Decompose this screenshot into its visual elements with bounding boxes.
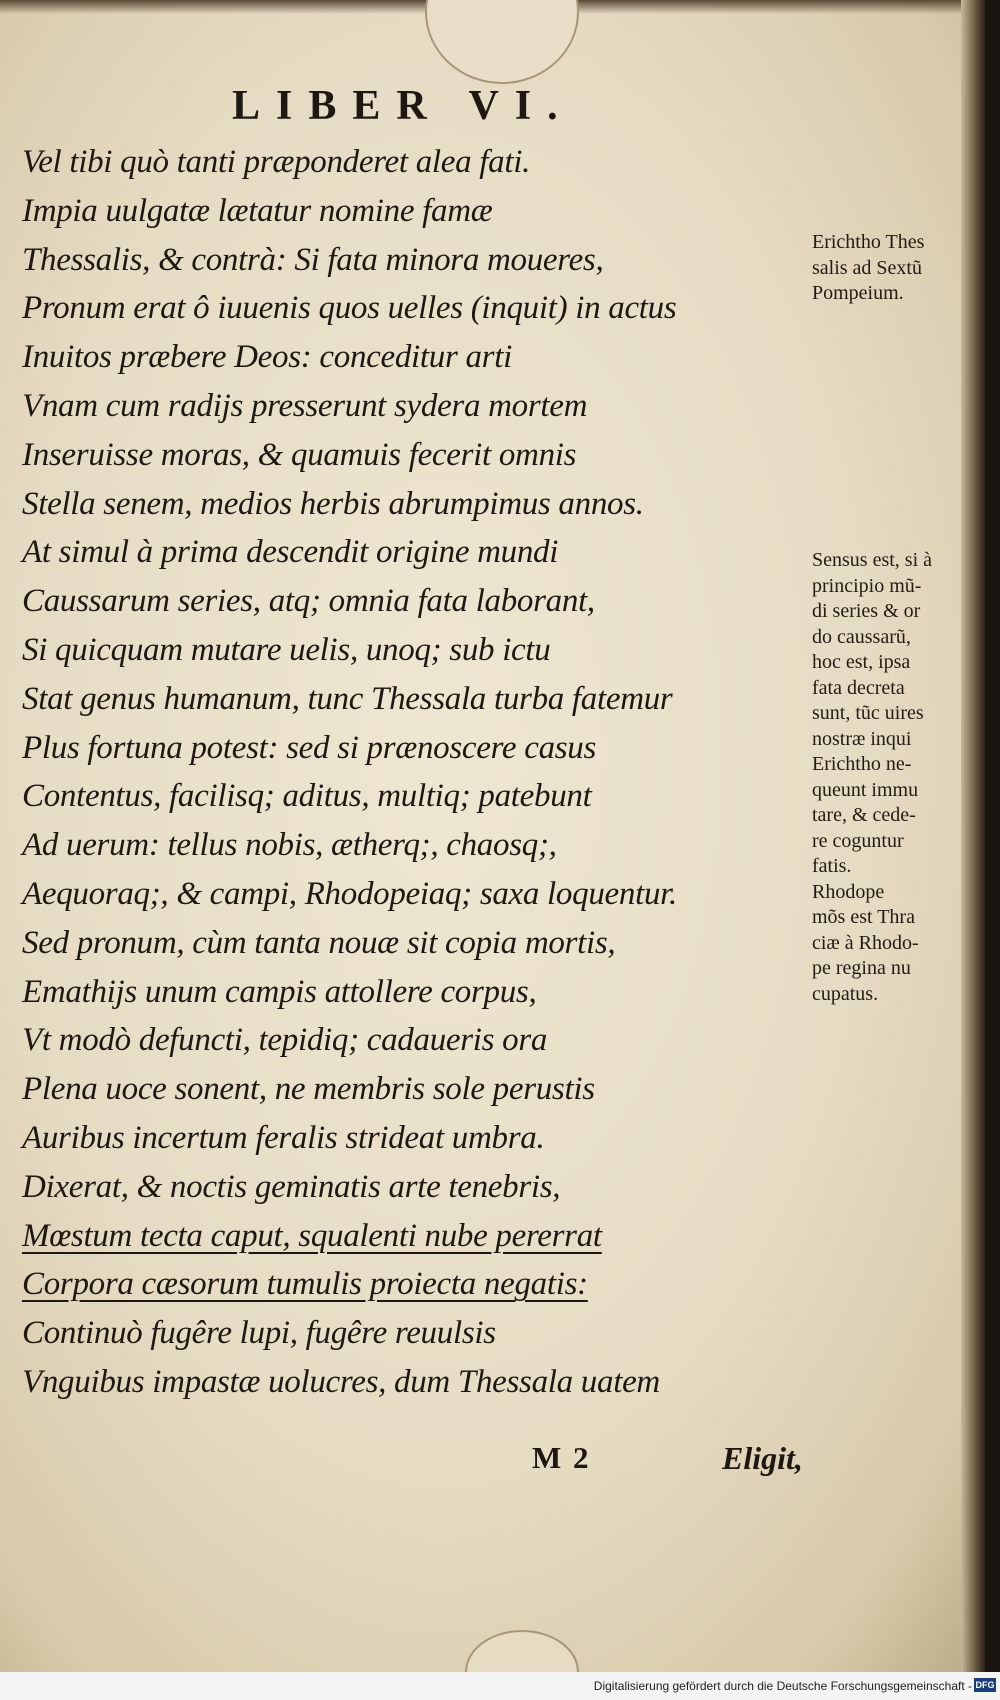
verse-line: Sed pronum, cùm tanta nouæ sit copia mortis,: [22, 924, 616, 961]
verse-line: Contentus, facilisq; aditus, multiq; patebunt: [22, 778, 592, 815]
verse-line: Inuitos præbere Deos: conceditur arti: [22, 339, 512, 376]
margin-note-line: do caussarũ,: [812, 625, 911, 648]
verse-line: Caussarum series, atq; omnia fata laborant,: [22, 583, 595, 620]
verse-line: Plus fortuna potest: sed si prænoscere casus: [22, 729, 597, 766]
margin-note-line: mõs est Thra: [812, 906, 915, 928]
footer-credit: Digitalisierung gefördert durch die Deutsche Forschungsgemeinschaft -: [593, 1679, 972, 1693]
margin-note-line: cupatus.: [812, 982, 879, 1005]
margin-note-line: nostræ inqui: [812, 727, 912, 750]
margin-note-line: Sensus est, si à: [812, 549, 932, 571]
verse-line: Vel tibi quò tanti præponderet alea fati.: [22, 144, 531, 180]
margin-note-sensus: [812, 548, 982, 1007]
verse-line: Aequoraq;, & campi, Rhodopeiaq; saxa loquentur.: [22, 875, 677, 912]
margin-note-line: tare, & cede-: [812, 804, 916, 826]
verse-line: Auribus incertum feralis strideat umbra.: [22, 1119, 545, 1156]
verse-line: Vnguibus impastæ uolucres, dum Thessala uatem: [22, 1363, 660, 1400]
margin-note-erichtho: [812, 230, 982, 307]
verse-line: Emathijs unum campis attollere corpus,: [22, 973, 537, 1010]
margin-note-line: Erichtho ne-: [812, 753, 912, 775]
verse-line: Pronum erat ô iuuenis quos uelles (inquit) in actus: [22, 290, 677, 327]
margin-note-line: pe regina nu: [812, 957, 911, 979]
page-tear-top: [425, 0, 579, 84]
margin-note-line: sunt, tũc uires: [812, 702, 924, 724]
margin-note-line: principio mũ-: [812, 574, 922, 597]
verse-line: Mœstum tecta caput, squalenti nube pererrat: [22, 1217, 602, 1254]
verse-line: Inseruisse moras, & quamuis fecerit omnis: [22, 436, 577, 473]
verse-line: Plena uoce sonent, ne membris sole perustis: [22, 1071, 595, 1108]
verse-list: [22, 138, 812, 1407]
page-tear-bottom: [465, 1630, 579, 1672]
margin-note-line: Rhodope: [812, 880, 885, 903]
margin-note-line: ciæ à Rhodo-: [812, 931, 919, 954]
dfg-logo: DFG: [975, 1680, 995, 1690]
verse-line: Impia uulgatæ lætatur nomine famæ: [22, 192, 493, 229]
verse-line: Thessalis, & contrà: Si fata minora moueres,: [22, 241, 604, 278]
verse-line: Vt modò defuncti, tepidiq; cadaueris ora: [22, 1022, 548, 1059]
verse-line: Ad uerum: tellus nobis, ætherq;, chaosq;,: [22, 827, 557, 864]
margin-note-line: Erichtho Thes: [812, 231, 925, 253]
margin-note-line: re coguntur: [812, 829, 904, 852]
signature-mark: M 2: [532, 1440, 591, 1475]
verse-line: Stella senem, medios herbis abrumpimus annos.: [22, 485, 644, 522]
margin-note-line: fata decreta: [812, 676, 905, 699]
catchword: Eligit,: [722, 1440, 803, 1476]
verse-line: Stat genus humanum, tunc Thessala turba fatemur: [22, 680, 673, 717]
margin-note-line: queunt immu: [812, 778, 919, 801]
margin-note-line: hoc est, ipsa: [812, 651, 911, 673]
verse-line: Vnam cum radijs presserunt sydera mortem: [22, 387, 588, 424]
margin-note-line: fatis.: [812, 855, 852, 877]
digitization-footer: [0, 1672, 1000, 1700]
verse-line: Dixerat, & noctis geminatis arte tenebris,: [22, 1168, 561, 1205]
running-head: LIBER VI.: [232, 83, 574, 129]
verse-line: Corpora cæsorum tumulis proiecta negatis:: [22, 1266, 588, 1303]
margin-note-line: Pompeium.: [812, 282, 904, 304]
verse-line: At simul à prima descendit origine mundi: [22, 534, 559, 571]
margin-note-line: di series & or: [812, 600, 921, 622]
margin-note-line: salis ad Sextũ: [812, 256, 922, 279]
verse-line: Si quicquam mutare uelis, unoq; sub ictu: [22, 631, 551, 668]
verse-line: Continuò fugêre lupi, fugêre reuulsis: [22, 1315, 496, 1352]
